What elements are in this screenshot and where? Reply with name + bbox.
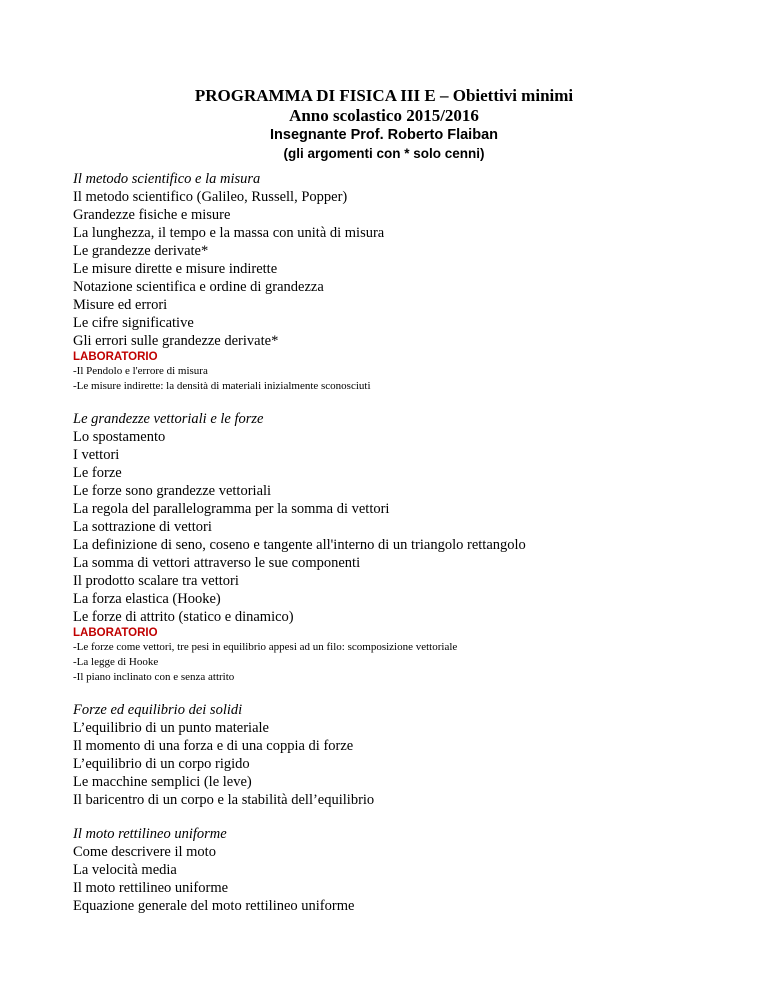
section-moto-rettilineo	[73, 825, 753, 915]
section-title: Le grandezze vettoriali e le forze	[73, 411, 264, 427]
list-item: Il moto rettilineo uniforme	[73, 880, 229, 896]
section-metodo-scientifico	[73, 170, 753, 394]
asterisk-note: (gli argomenti con * solo cenni)	[283, 146, 485, 161]
lab-item: -Il piano inclinato con e senza attrito	[73, 671, 235, 683]
teacher-name: Insegnante Prof. Roberto Flaiban	[270, 127, 498, 143]
document-header	[0, 86, 768, 162]
list-item: Gli errori sulle grandezze derivate*	[73, 333, 279, 349]
lab-heading: LABORATORIO	[73, 351, 158, 363]
list-item: Il momento di una forza e di una coppia di forze	[73, 738, 354, 754]
list-item: La definizione di seno, coseno e tangente all'interno di un triangolo rettangolo	[73, 537, 526, 553]
list-item: Il baricentro di un corpo e la stabilità dell’equilibrio	[73, 792, 375, 808]
program-title: PROGRAMMA DI FISICA III E – Obiettivi minimi	[194, 86, 574, 105]
lab-item: -La legge di Hooke	[73, 656, 159, 668]
list-item: Il metodo scientifico (Galileo, Russell, Popper)	[73, 189, 348, 205]
list-item: L’equilibrio di un corpo rigido	[73, 756, 250, 772]
lab-item: -Il Pendolo e l'errore di misura	[73, 365, 208, 377]
section-grandezze-vettoriali	[73, 410, 753, 685]
list-item: Le grandezze derivate*	[73, 243, 209, 259]
list-item: Misure ed errori	[73, 297, 168, 313]
lab-item: -Le misure indirette: la densità di materiali inizialmente sconosciuti	[73, 380, 371, 392]
list-item: L’equilibrio di un punto materiale	[73, 720, 269, 736]
list-item: Notazione scientifica e ordine di grandezza	[73, 279, 324, 295]
list-item: Le forze di attrito (statico e dinamico)	[73, 609, 294, 625]
section-forze-equilibrio	[73, 701, 753, 809]
list-item: La somma di vettori attraverso le sue componenti	[73, 555, 361, 571]
section-title: Il metodo scientifico e la misura	[73, 171, 261, 187]
list-item: Equazione generale del moto rettilineo uniforme	[73, 898, 355, 914]
list-item: Le cifre significative	[73, 315, 194, 331]
list-item: La forza elastica (Hooke)	[73, 591, 221, 607]
list-item: La lunghezza, il tempo e la massa con unità di misura	[73, 225, 385, 241]
list-item: I vettori	[73, 447, 120, 463]
section-title: Forze ed equilibrio dei solidi	[73, 702, 243, 718]
program-content	[73, 170, 753, 931]
list-item: La velocità media	[73, 862, 177, 878]
lab-item: -Le forze come vettori, tre pesi in equilibrio appesi ad un filo: scomposizione vettoriale	[73, 641, 458, 653]
list-item: Il prodotto scalare tra vettori	[73, 573, 239, 589]
list-item: Lo spostamento	[73, 429, 166, 445]
list-item: Come descrivere il moto	[73, 844, 216, 860]
section-title: Il moto rettilineo uniforme	[73, 826, 227, 842]
list-item: Le misure dirette e misure indirette	[73, 261, 278, 277]
school-year: Anno scolastico 2015/2016	[289, 106, 479, 125]
list-item: Le forze sono grandezze vettoriali	[73, 483, 272, 499]
list-item: Le forze	[73, 465, 122, 481]
list-item: La regola del parallelogramma per la somma di vettori	[73, 501, 390, 517]
list-item: Le macchine semplici (le leve)	[73, 774, 252, 790]
list-item: Grandezze fisiche e misure	[73, 207, 231, 223]
list-item: La sottrazione di vettori	[73, 519, 212, 535]
lab-heading: LABORATORIO	[73, 627, 158, 639]
